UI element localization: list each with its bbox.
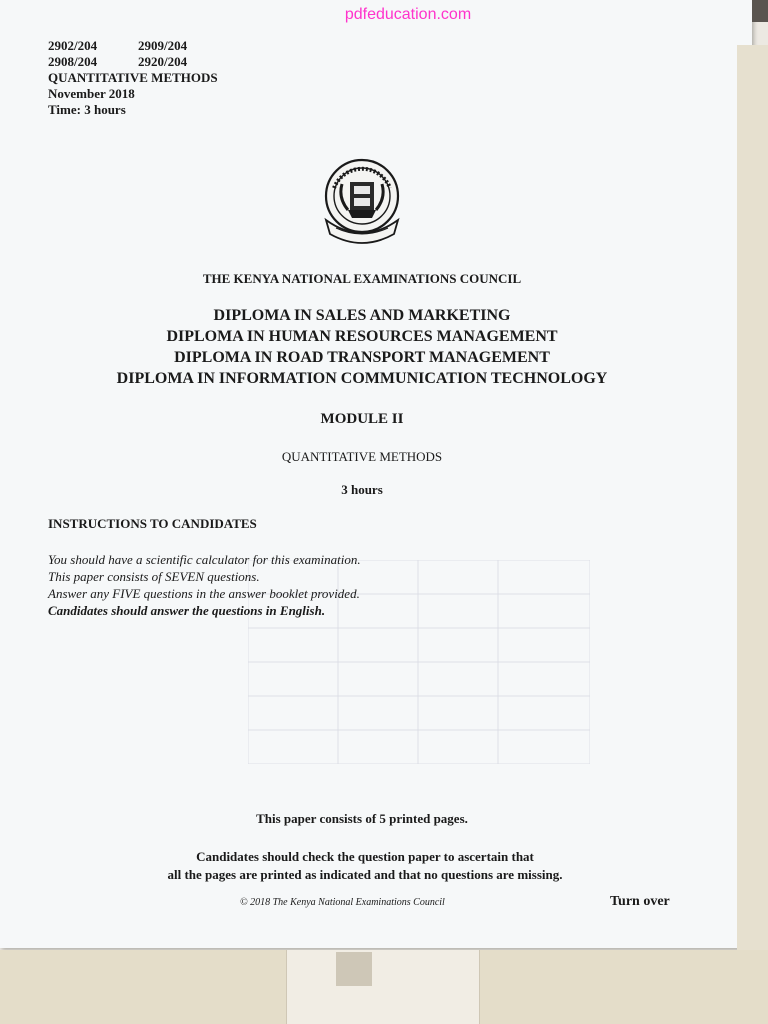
paper-code: 2909/204	[138, 38, 188, 53]
watermark: pdfeducation.com	[344, 6, 472, 23]
diploma-list	[0, 305, 724, 389]
exam-time: Time: 3 hours	[48, 102, 126, 117]
exam-date: November 2018	[48, 86, 135, 101]
diploma-title: DIPLOMA IN ROAD TRANSPORT MANAGEMENT	[174, 349, 550, 366]
copyright-notice: © 2018 The Kenya National Examinations Council	[240, 897, 445, 908]
instruction-line: Candidates should answer the questions in English.	[48, 603, 326, 618]
scanner-tab-mark	[336, 952, 372, 986]
council-name: THE KENYA NATIONAL EXAMINATIONS COUNCIL	[202, 271, 522, 286]
paper-code: 2902/204	[48, 38, 98, 53]
duration: 3 hours	[341, 482, 383, 497]
paper-code: 2908/204	[48, 54, 98, 69]
diploma-title: DIPLOMA IN INFORMATION COMMUNICATION TECHNOLOGY	[116, 370, 608, 387]
bleed-through-grid	[248, 560, 590, 764]
coat-of-arms-icon	[320, 158, 404, 248]
diploma-title: DIPLOMA IN HUMAN RESOURCES MANAGEMENT	[166, 328, 558, 345]
instruction-line: You should have a scientific calculator for this examination.	[48, 552, 361, 567]
scanner-tab	[286, 950, 480, 1024]
module-title: MODULE II	[320, 411, 404, 427]
check-line: Candidates should check the question paper to ascertain that	[196, 849, 534, 864]
turn-over-label: Turn over	[610, 894, 670, 909]
page-edge-strip	[737, 45, 768, 950]
instruction-line: Answer any FIVE questions in the answer booklet provided.	[48, 586, 360, 601]
subject-name: QUANTITATIVE METHODS	[48, 70, 218, 85]
page-count-note: This paper consists of 5 printed pages.	[256, 811, 468, 826]
exam-header	[48, 38, 228, 118]
instructions-heading: INSTRUCTIONS TO CANDIDATES	[48, 516, 257, 531]
check-instruction	[0, 848, 730, 884]
paper-codes-row-1	[48, 38, 228, 54]
check-line: all the pages are printed as indicated and that no questions are missing.	[167, 867, 563, 882]
paper-title: QUANTITATIVE METHODS	[281, 449, 443, 464]
diploma-title: DIPLOMA IN SALES AND MARKETING	[213, 307, 511, 324]
paper-code: 2920/204	[138, 54, 188, 69]
instruction-line: This paper consists of SEVEN questions.	[48, 569, 260, 584]
paper-codes-row-2	[48, 54, 228, 70]
